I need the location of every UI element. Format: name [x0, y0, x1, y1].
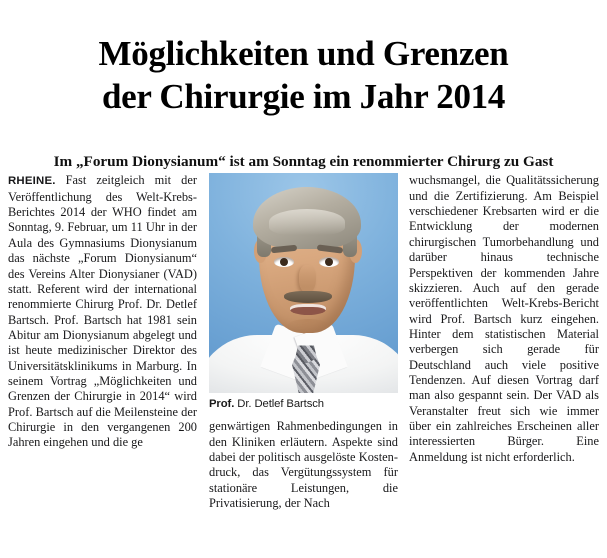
hair-shape [253, 187, 361, 249]
article-column-3 [409, 173, 599, 465]
article-column-1 [8, 173, 197, 450]
article-column-2 [209, 173, 398, 511]
article-photo [209, 173, 398, 393]
column-2-text: genwärtigen Rahmenbedingungen in den Kliniken erläutern. Aspekte sind dabei der politisch ausgelöste Kostendruck, das Vergütungssystem für stationäre Leistungen, die Privatisierung, der Nach [209, 419, 398, 511]
photo-caption [209, 397, 398, 411]
dateline: RHEINE. [8, 175, 56, 188]
newspaper-article-page [0, 23, 607, 558]
pupil-left-shape [280, 258, 288, 266]
headline-line-2: der Chirurgie im Jahr 2014 [101, 77, 506, 117]
nose-shape [299, 265, 316, 293]
column-1-paragraph [8, 173, 197, 450]
article-body [0, 173, 607, 558]
page-title [0, 23, 607, 118]
headline-line-1: Möglichkeiten und Grenzen [98, 34, 509, 74]
column-3-text: wuchsmangel, die Qualitätssicherung und die Zertifizierung. Am Beispiel verschiedener Krebsarten wird er die Entwicklung der modernen chirurgischen Tumorbehandlung und darüber hinaus technische Perspektiven der kommenden Jahre skizzieren. Auch auf den gerade veröffentlichten Welt-Krebs-Bericht wird Prof. Bartsch kurz eingehen. Hinter dem statistischen Material verbergen sich gerade für Deutschland auch viele positive Tendenzen. Auf diesen Vortrag darf man also gespannt sein. Der VAD als Veranstalter freut sich wie immer über ein zahlreiches Erscheinen aller interessierten Bürger. Eine Anmeldung ist nicht erforderlich. [409, 173, 599, 464]
pupil-right-shape [325, 258, 333, 266]
column-1-text: Fast zeitgleich mit der Veröffentlichung des Welt-Krebs-Berichtes 2014 der WHO findet am Sonntag, 9. Februar, um 11 Uhr in der Aula des Gymnasiums Dionysianum das nächste „Forum Dionysianum“ des Vereins Alter Dionysianer (VAD) statt. Referent wird der international renommierte Chirurg Prof. Dr. Detlef Bartsch. Prof. Bartsch hat 1981 sein Abitur am Dionysianum abgelegt und ist heute medizinischer Direktor des Universitätsklinikums in Marburg. In seinem Vortrag „Möglichkeiten und Grenzen der Chirurgie in 2014“ wird Prof. Bartsch auf die Meilensteine der Chirurgie in den vergangenen 200 Jahren eingehen und die ge [8, 173, 197, 450]
photo-caption-bold: Prof. [209, 398, 235, 411]
photo-caption-rest: Dr. Detlef Bartsch [234, 398, 324, 411]
portrait-photo-image [209, 173, 398, 393]
subheadline: Im „Forum Dionysianum“ ist am Sonntag ein renommierter Chirurg zu Gast [53, 152, 554, 170]
